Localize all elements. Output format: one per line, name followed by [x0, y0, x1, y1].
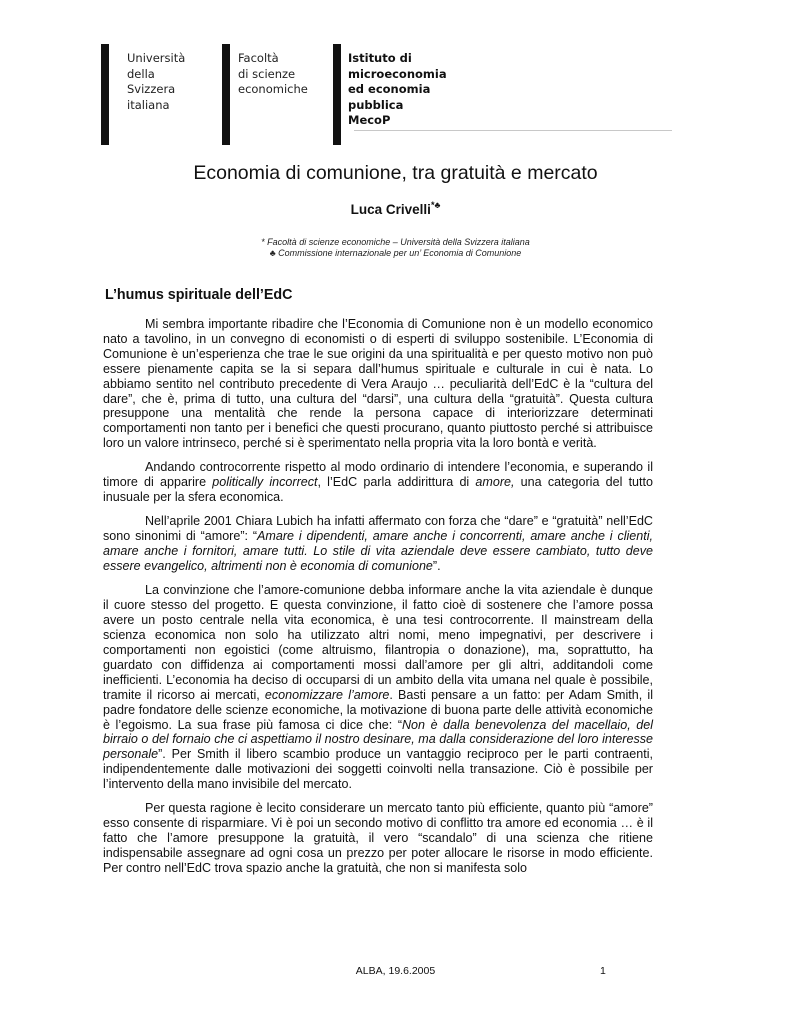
italic-text: Non è dalla benevolenza del macellaio, del birraio o del fornaio che ci aspettiamo il nostro desinare, ma dalla considerazione del loro interesse personale — [103, 717, 653, 762]
letterhead-line: Università — [127, 51, 186, 65]
paragraph-text: una categoria del tutto inusuale per la sfera economica. — [103, 475, 653, 505]
paragraph — [103, 514, 653, 574]
letterhead-line: microeconomia — [348, 66, 447, 81]
document-title: Economia di comunione, tra gratuità e mercato — [193, 162, 598, 184]
letterhead-line: pubblica — [348, 97, 404, 112]
page-number: 1 — [600, 965, 606, 977]
section-heading: L’humus spirituale dell’EdC — [105, 287, 293, 303]
paragraph — [103, 460, 653, 505]
paragraph — [103, 583, 653, 792]
paragraph-text: Andando controcorrente rispetto al modo ordinario di intendere l’economia, e superando il timore di apparire — [103, 460, 653, 490]
letterhead-university — [127, 51, 185, 113]
letterhead-bar-2 — [222, 44, 230, 145]
paragraph — [103, 801, 653, 876]
letterhead-divider — [354, 130, 672, 131]
letterhead-bar-3 — [333, 44, 341, 145]
footer-place-date: ALBA, 19.6.2005 — [355, 965, 436, 977]
paragraph-text: Mi sembra importante ribadire che l’Economia di Comunione non è un modello economico nato a tavolino, in un convegno di economisti o di esperti di sviluppo sostenibile. L’Economia di Comunione è un’esperienza che trae le sue origini da una spiritualità e per questo motivo non può essere pienamente capita se la si separa dall’humus spirituale e culturale in cui è nata. Lo abbiamo sentito nel contributo precedente di Vera Araujo … peculiarità dell’EdC è la “cultura del dare”, che è, prima di tutto, una cultura del “darsi”, una cultura della “gratuità”. Questa cultura presuppone una mentalità che rende la persona capace di interiorizzare determinati comportamenti non tanto per i benefici che questi procurano, quanto piuttosto perché si attribuisce loro un valore intrinseco, perché si è sperimentato nella propria vita la loro bontà e verità. — [103, 317, 653, 451]
affiliation-1: * Facoltà di scienze economiche – Università della Svizzera italiana — [261, 237, 530, 247]
letterhead-line: economiche — [238, 82, 308, 96]
letterhead-bar-1 — [101, 44, 109, 145]
paragraph-text: , l’EdC parla addirittura di — [317, 475, 476, 490]
paragraph — [103, 317, 653, 451]
paragraph-text: Nell’aprile 2001 Chiara Lubich ha infatti affermato con forza che “dare” e “gratuità” nell’EdC sono sinonimi di “amore”: “ — [103, 514, 653, 544]
italic-text: Amare i dipendenti, amare anche i concorrenti, amare anche i clienti, amare anche i fornitori, amare tutti. Lo stile di vita aziendale deve essere cambiato, tutto deve essere evangelico, altrimenti non è economia di comunione — [103, 529, 654, 574]
italic-text: amore, — [475, 475, 515, 490]
letterhead-line: ed economia — [348, 82, 431, 96]
italic-text: politically incorrect — [212, 475, 318, 490]
letterhead-line: Facoltà — [238, 51, 279, 65]
letterhead-faculty — [238, 51, 308, 98]
paragraph-text: La convinzione che l’amore-comunione debba informare anche la vita aziendale è dunque il cuore stesso del progetto. E questa convinzione, il fatto cioè di sostenere che l’amore possa avere un posto centrale nella vita economica, è una tesi controcorrente. Il mainstream della scienza economica non solo ha utilizzato altri nomi, meno impegnativi, per descrivere i comportamenti non egoistici (come altruismo, filantropia o donazione), ma, soprattutto, ha guardato con diffidenza ai comportamenti mossi dall’amore per gli altri, additandoli come inefficienti. L’economia ha deciso di occuparsi di un ambito della vita umana nel quale è possibile, tramite il ricorso ai mercati, — [103, 583, 653, 702]
body-text — [103, 317, 653, 885]
letterhead-line: Istituto di — [348, 51, 412, 65]
italic-text: economizzare l’amore — [264, 687, 390, 702]
letterhead-line: della — [127, 66, 155, 81]
author-marks: *♣ — [430, 200, 441, 210]
letterhead-line: MecoP — [348, 113, 391, 127]
author-name: Luca Crivelli — [350, 202, 431, 217]
letterhead-line: italiana — [127, 97, 170, 112]
paragraph-text: Per questa ragione è lecito considerare un mercato tanto più efficiente, quanto più “amore” esso consente di risparmiare. Vi è poi un secondo motivo di conflitto tra amore ed economia … è il fatto che l’amore presuppone la gratuità, il vero “scandalo” di una scienza che ritiene indispensabile assegnare ad ogni cosa un prezzo per poter allocare le risorse in modo efficiente. Per contro nell’EdC trova spazio anche la gratuità, che non si manifesta solo — [103, 801, 653, 875]
letterhead-institute — [348, 51, 447, 129]
letterhead-line: di scienze — [238, 66, 296, 81]
affiliation-2: ♣ Commissione internazionale per un’ Economia di Comunione — [269, 248, 522, 258]
paragraph-text: ”. Per Smith il libero scambio produce un vantaggio reciproco per le parti contraenti, indipendentemente dalle motivazioni dei soggetti coinvolti nella transazione. Ciò è possibile per l’intervento della mano invisibile del mercato. — [103, 747, 653, 792]
paragraph-text: . Basti pensare a un fatto: per Adam Smith, il padre fondatore delle scienze economiche, la motivazione di buona parte delle attività economiche è l’egoismo. La sua frase più famosa ci dice che: “ — [103, 687, 653, 732]
paragraph-text: ”. — [432, 559, 441, 574]
author-line — [0, 202, 791, 217]
letterhead-line: Svizzera — [127, 82, 176, 96]
